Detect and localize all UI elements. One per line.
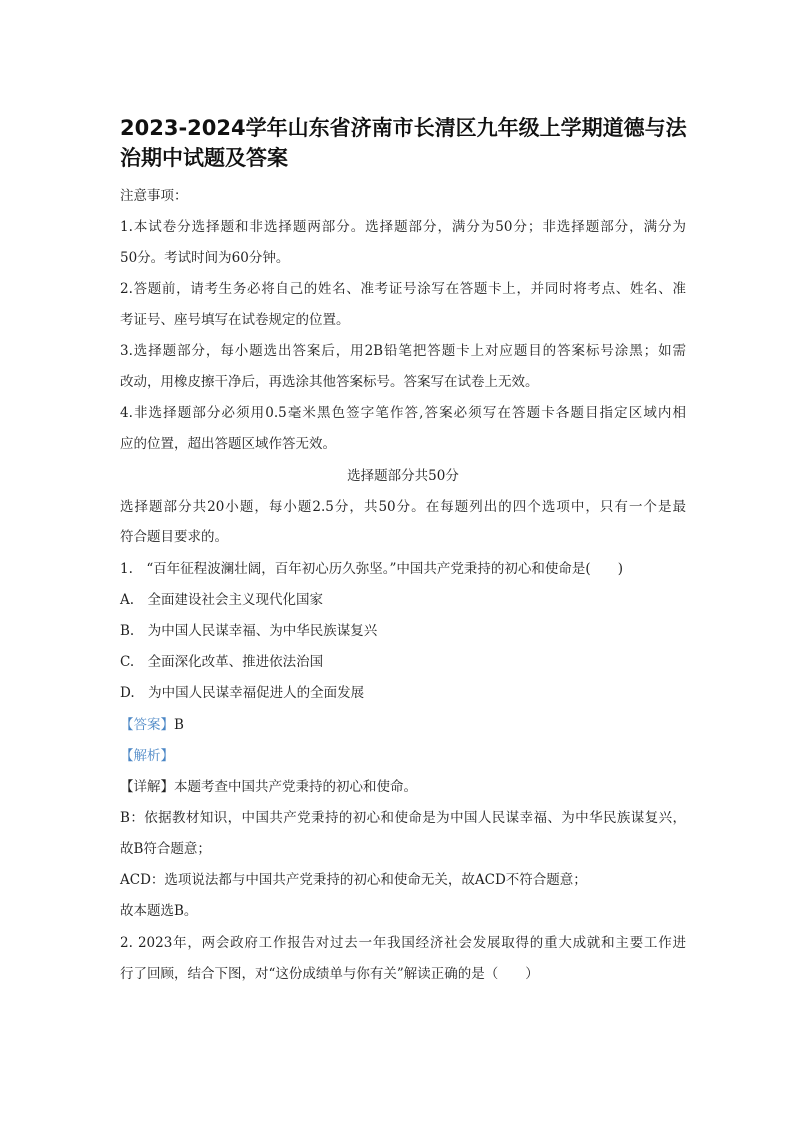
title-line-1: 2023-2024学年山东省济南市长清区九年级上学期道德与法 [120,116,687,140]
notice-line: 应的位置，超出答题区域作答无效。 [120,436,336,452]
detail-line: ACD：选项说法都与中国共产党秉持的初心和使命无关，故ACD不符合题意； [120,872,587,888]
option-a: A. 全面建设社会主义现代化国家 [120,592,324,608]
notice-heading: 注意事项： [120,188,188,204]
section-intro: 选择题部分共20小题，每小题2.5分，共50分。在每题列出的四个选项中，只有一个是最 [120,499,686,515]
notice-line: 4.非选择题部分必须用0.5毫米黑色签字笔作答,答案必须写在答题卡各题目指定区域内相 [120,405,686,421]
notice-line: 改动，用橡皮擦干净后，再选涂其他答案标号。答案写在试卷上无效。 [120,374,539,390]
notice-line: 考证号、座号填写在试卷规定的位置。 [120,312,350,328]
question-stem: 行了回顾，结合下图，对“这份成绩单与你有关”解读正确的是（ ） [120,966,539,982]
section-intro: 符合题目要求的。 [120,529,228,545]
detail-line: 故B符合题意； [120,841,211,857]
analysis-label: 【解析】 [120,748,174,764]
notice-line: 3.选择题部分，每小题选出答案后，用2B铅笔把答题卡上对应题目的答案标号涂黑；如需 [120,343,686,359]
notice-line: 2.答题前，请考生务必将自己的姓名、准考证号涂写在答题卡上，并同时将考点、姓名、准 [120,281,686,297]
option-b: B. 为中国人民谋幸福、为中华民族谋复兴 [120,623,378,639]
option-c: C. 全面深化改革、推进依法治国 [120,654,324,670]
notice-line: 1.本试卷分选择题和非选择题两部分。选择题部分，满分为50分；非选择题部分，满分为 [120,219,686,235]
detail-line: 【详解】本题考查中国共产党秉持的初心和使命。 [120,779,417,795]
detail-line: 故本题选B。 [120,903,198,919]
answer-value: B [174,717,184,733]
answer-label: 【答案】 [120,717,174,733]
title-line-2: 治期中试题及答案 [120,146,288,170]
question-stem: 1. “百年征程波澜壮阔，百年初心历久弥坚。”中国共产党秉持的初心和使命是( ) [120,561,623,577]
option-d: D. 为中国人民谋幸福促进人的全面发展 [120,685,365,701]
section-heading: 选择题部分共50分 [347,468,459,484]
notice-line: 50分。考试时间为60分钟。 [120,250,290,266]
detail-line: B：依据教材知识，中国共产党秉持的初心和使命是为中国人民谋幸福、为中华民族谋复兴， [120,810,686,826]
question-stem: 2. 2023年，两会政府工作报告对过去一年我国经济社会发展取得的重大成就和主要工作进 [120,935,686,951]
answer-line [120,715,686,735]
